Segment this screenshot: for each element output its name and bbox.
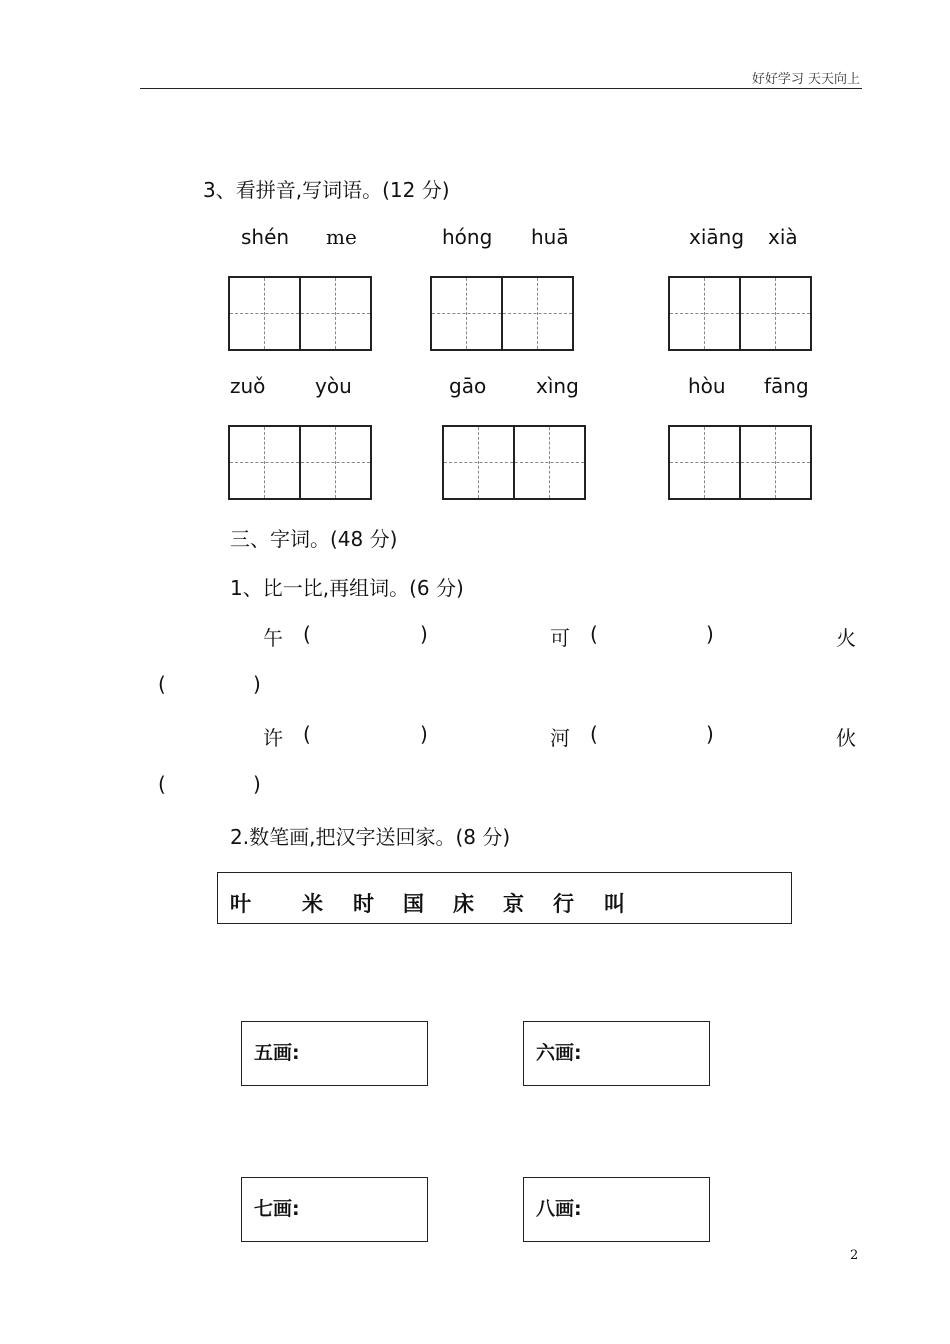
pinyin: huā xyxy=(531,225,569,249)
pinyin: xiāng xyxy=(689,225,745,249)
pinyin: xìng xyxy=(536,374,579,398)
q2-title: 2.数笔画,把汉字送回家。(8 分) xyxy=(230,825,511,849)
paren-open: ( xyxy=(590,622,598,646)
grid-cell[interactable] xyxy=(432,278,501,349)
grid-cell[interactable] xyxy=(501,278,572,349)
writing-grid[interactable] xyxy=(668,425,812,500)
grid-cell[interactable] xyxy=(739,278,810,349)
writing-grid[interactable] xyxy=(668,276,812,351)
bank-char[interactable]: 京 xyxy=(503,892,524,916)
q3-title: 3、看拼音,写词语。(12 分) xyxy=(203,178,450,202)
writing-grid[interactable] xyxy=(430,276,574,351)
writing-grid[interactable] xyxy=(442,425,586,500)
stroke-box-five[interactable] xyxy=(241,1021,428,1086)
compare-char: 火 xyxy=(836,626,856,650)
grid-cell[interactable] xyxy=(670,278,739,349)
compare-char: 可 xyxy=(550,626,570,650)
stroke-box-label: 八画: xyxy=(536,1198,582,1220)
bank-char[interactable]: 叫 xyxy=(604,892,625,916)
compare-char: 许 xyxy=(263,726,283,750)
pinyin: gāo xyxy=(449,374,487,398)
writing-grid[interactable] xyxy=(228,276,372,351)
grid-cell[interactable] xyxy=(670,427,739,498)
pinyin: xià xyxy=(768,225,798,249)
paren-close: ) xyxy=(706,622,714,646)
paren-close: ) xyxy=(253,772,261,796)
paren-close: ) xyxy=(420,622,428,646)
grid-cell[interactable] xyxy=(299,427,370,498)
grid-cell[interactable] xyxy=(739,427,810,498)
bank-char[interactable]: 床 xyxy=(453,892,474,916)
grid-cell[interactable] xyxy=(444,427,513,498)
grid-cell[interactable] xyxy=(230,427,299,498)
stroke-box-label: 六画: xyxy=(536,1042,582,1064)
grid-cell[interactable] xyxy=(230,278,299,349)
paren-open: ( xyxy=(590,722,598,746)
stroke-box-label: 五画: xyxy=(254,1042,300,1064)
paren-close: ) xyxy=(706,722,714,746)
page-number: 2 xyxy=(850,1248,859,1263)
compare-char: 河 xyxy=(550,726,570,750)
stroke-box-label: 七画: xyxy=(254,1198,300,1220)
paren-close: ) xyxy=(253,672,261,696)
compare-char: 午 xyxy=(263,626,283,650)
pinyin: yòu xyxy=(315,374,352,398)
compare-char: 伙 xyxy=(836,726,856,750)
stroke-box-seven[interactable] xyxy=(241,1177,428,1242)
paren-open: ( xyxy=(303,622,311,646)
header-motto: 好好学习 天天向上 xyxy=(751,72,860,87)
pinyin: me xyxy=(326,225,357,249)
paren-open: ( xyxy=(158,672,166,696)
pinyin: hòu xyxy=(688,374,726,398)
section-title: 三、字词。(48 分) xyxy=(230,527,398,551)
bank-char[interactable]: 国 xyxy=(403,892,424,916)
grid-cell[interactable] xyxy=(299,278,370,349)
bank-char[interactable]: 行 xyxy=(553,892,574,916)
paren-open: ( xyxy=(158,772,166,796)
grid-cell[interactable] xyxy=(513,427,584,498)
pinyin: hóng xyxy=(442,225,493,249)
bank-char[interactable]: 米 xyxy=(302,892,323,916)
q1-title: 1、比一比,再组词。(6 分) xyxy=(230,576,464,600)
paren-open: ( xyxy=(303,722,311,746)
bank-char[interactable]: 叶 xyxy=(230,892,251,916)
pinyin: zuǒ xyxy=(230,374,266,398)
bank-char[interactable]: 时 xyxy=(353,892,374,916)
stroke-box-six[interactable] xyxy=(523,1021,710,1086)
pinyin: fāng xyxy=(764,374,809,398)
writing-grid[interactable] xyxy=(228,425,372,500)
header-rule xyxy=(140,88,862,89)
pinyin: shén xyxy=(241,225,290,249)
paren-close: ) xyxy=(420,722,428,746)
stroke-box-eight[interactable] xyxy=(523,1177,710,1242)
